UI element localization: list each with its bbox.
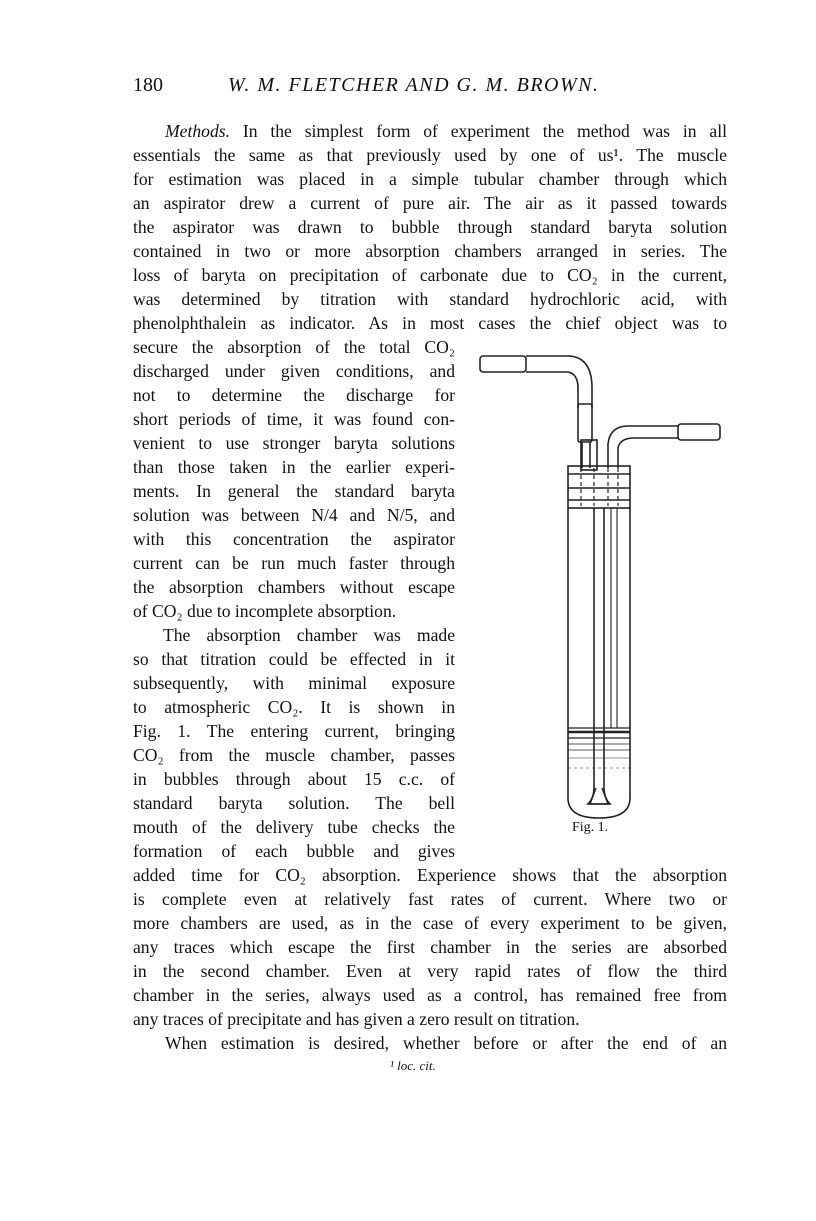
paragraph-1-line-17: solution was between N/4 and N/5, and	[133, 505, 455, 525]
inlet-tube-stub	[480, 356, 526, 372]
paragraph-1-line-20: the absorption chambers without escape	[133, 577, 455, 597]
running-title: W. M. FLETCHER AND G. M. BROWN.	[228, 74, 600, 96]
paragraph-2-line-16: chamber in the series, always used as a control, has remained free from	[133, 985, 727, 1005]
internal-outlet-tube	[611, 508, 617, 728]
paragraph-2-line-10: formation of each bubble and gives	[133, 841, 455, 861]
paragraph-2-line-5: Fig. 1. The entering current, bringing	[133, 721, 455, 741]
paragraph-2-line-14: any traces which escape the first chamber in the series are absorbed	[133, 937, 727, 957]
paragraph-1-line-12: not to determine the discharge for	[133, 385, 455, 405]
outlet-tube	[608, 426, 678, 468]
paragraph-1-line-21: of CO₂ due to incomplete absorption.	[133, 601, 397, 621]
footnote: ¹ loc. cit.	[390, 1058, 436, 1073]
chamber-body	[568, 508, 630, 818]
paragraph-2-line-3: subsequently, with minimal exposure	[133, 673, 455, 693]
stopper	[568, 466, 630, 508]
delivery-tube	[582, 442, 590, 468]
paragraph-2-line-7: in bubbles through about 15 c.c. of	[133, 769, 455, 789]
paragraph-1-line-1	[165, 120, 727, 142]
paragraph-1-line-19: current can be run much faster through	[133, 553, 455, 573]
paragraph-1-line-6: contained in two or more absorption chambers arranged in series. The	[133, 241, 727, 261]
paragraph-1-line-16: ments. In general the standard baryta	[133, 481, 455, 501]
paragraph-2-line-12: is complete even at relatively fast rates of current. Where two or	[133, 889, 727, 909]
paragraph-2-line-11: added time for CO₂ absorption. Experience shows that the absorption	[133, 865, 727, 885]
paragraph-2-line-15: in the second chamber. Even at very rapid rates of flow the third	[133, 961, 727, 981]
outlet-connector	[678, 424, 720, 440]
paragraph-2-line-6: CO₂ from the muscle chamber, passes	[133, 745, 455, 765]
paragraph-1-line-14: venient to use stronger baryta solutions	[133, 433, 455, 453]
methods-heading: Methods.	[165, 121, 230, 141]
paragraph-2-line-13: more chambers are used, as in the case of every experiment to be given,	[133, 913, 727, 933]
paragraph-1-line-5: the aspirator was drawn to bubble through standard baryta solution	[133, 217, 727, 237]
paragraph-2-line-17: any traces of precipitate and has given a zero result on titration.	[133, 1009, 580, 1029]
paragraph-2-line-2: so that titration could be effected in it	[133, 649, 455, 669]
bell-mouth	[590, 788, 608, 804]
paragraph-1-line-13: short periods of time, it was found con-	[133, 409, 455, 429]
paragraph-1-line-7: loss of baryta on precipitation of carbonate due to CO₂ in the current,	[133, 265, 727, 285]
paragraph-1-line-2: essentials the same as that previously used by one of us¹. The muscle	[133, 145, 727, 165]
paragraph-2-line-9: mouth of the delivery tube checks the	[133, 817, 455, 837]
internal-delivery-tube	[588, 508, 610, 804]
paragraph-2-line-8: standard baryta solution. The bell	[133, 793, 455, 813]
paragraph-1-line-8: was determined by titration with standard hydrochloric acid, with	[133, 289, 727, 309]
paragraph-1-line-4: an aspirator drew a current of pure air. The air as it passed towards	[133, 193, 727, 213]
figure-caption: Fig. 1.	[572, 820, 609, 835]
paragraph-1-line-11: discharged under given conditions, and	[133, 361, 455, 381]
paragraph-1-line-15: than those taken in the earlier experi-	[133, 457, 455, 477]
absorption-chamber-figure	[478, 348, 728, 828]
paragraph-3-line-1: When estimation is desired, whether before or after the end of an	[165, 1033, 727, 1053]
paragraph-2-line-4: to atmospheric CO₂. It is shown in	[133, 697, 455, 717]
paragraph-1-line-9: phenolphthalein as indicator. As in most cases the chief object was to	[133, 313, 727, 333]
paragraph-1-line-18: with this concentration the aspirator	[133, 529, 455, 549]
page-number: 180	[133, 74, 163, 96]
paragraph-2-line-1: The absorption chamber was made	[163, 625, 455, 645]
inlet-tube-bend	[526, 356, 592, 408]
paragraph-1-line-10: secure the absorption of the total CO₂	[133, 337, 455, 357]
paragraph-1-line-3: for estimation was placed in a simple tubular chamber through which	[133, 169, 727, 189]
inlet-connector	[578, 404, 592, 442]
paragraph-1-line-1-text: In the simplest form of experiment the method was in all	[242, 121, 727, 141]
